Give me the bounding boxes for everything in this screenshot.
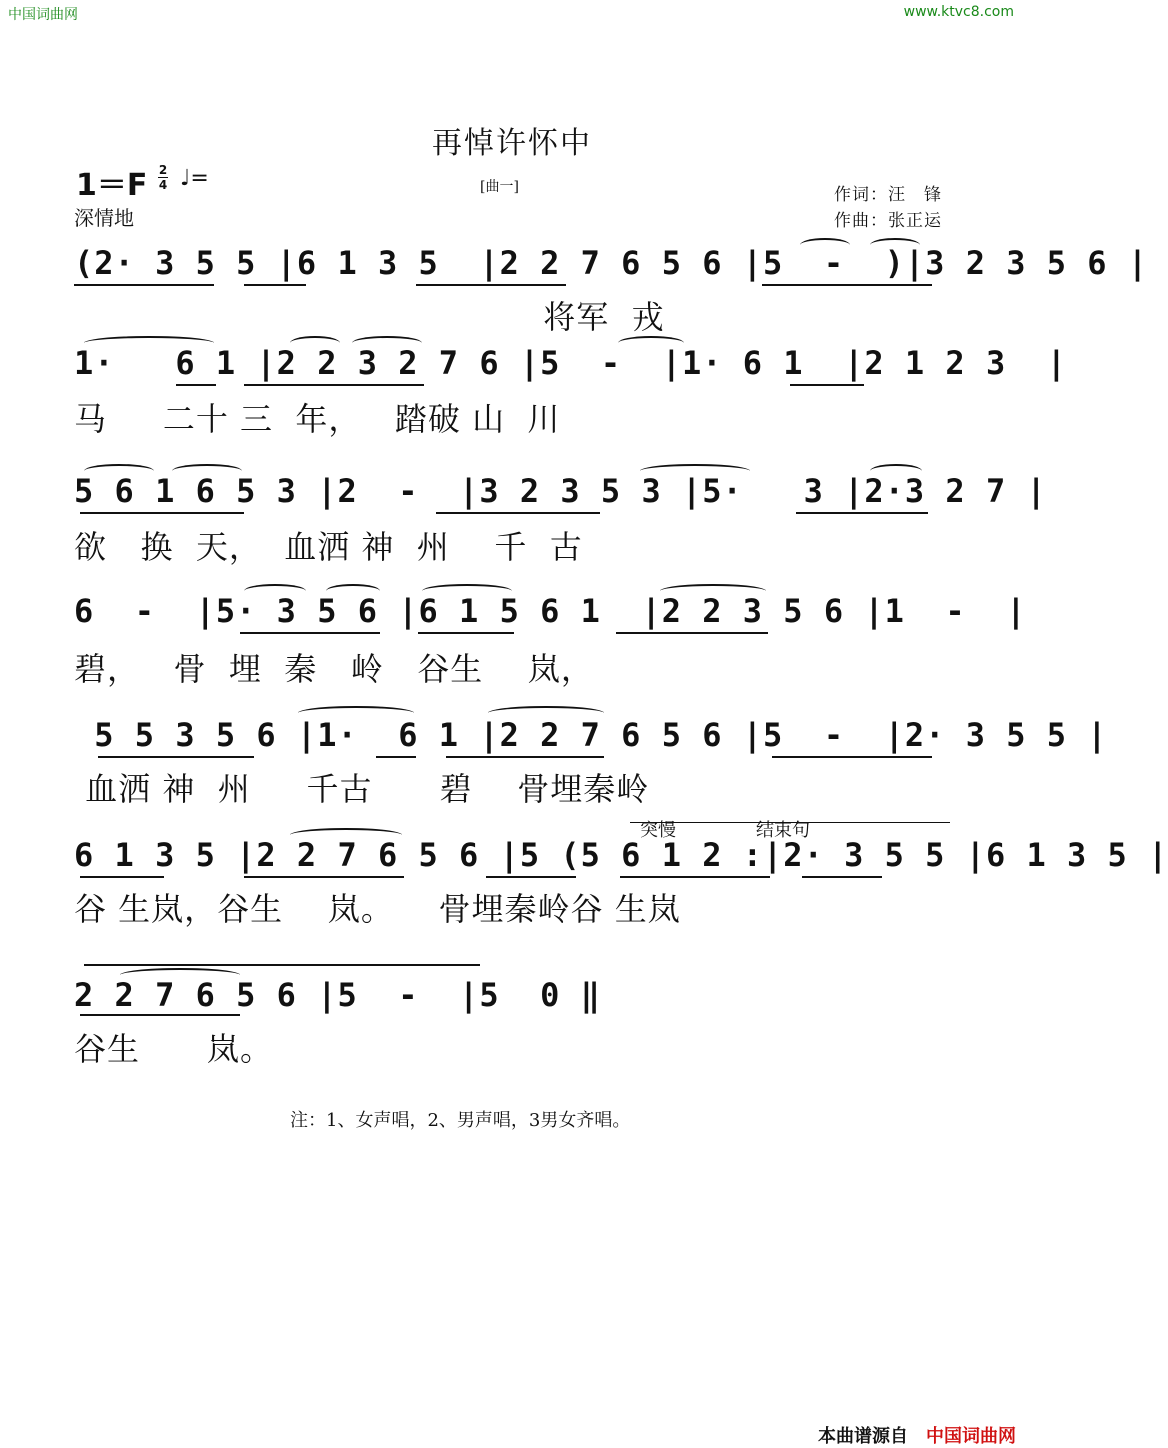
watermark-right: www.ktvc8.com xyxy=(903,4,1014,20)
time-signature xyxy=(158,164,168,191)
slur-arc xyxy=(422,584,512,598)
tie-line xyxy=(84,964,480,966)
slur-arc xyxy=(290,336,340,350)
slur-arc xyxy=(298,706,414,720)
section-label: [曲一] xyxy=(480,179,519,195)
slur-arc xyxy=(660,584,766,598)
slur-arc xyxy=(870,238,920,252)
notation-row-5: 5 5 3 5 6 |1· 6 1 |2 2 7 6 5 6 |5 - |2· 3 5 5 | xyxy=(74,716,1108,754)
slur-arc xyxy=(290,828,402,842)
time-signature-top: 2 xyxy=(158,163,168,177)
beam-line xyxy=(244,284,306,286)
time-signature-bottom: 4 xyxy=(158,178,168,192)
lyric-row-4: 碧， 骨 埋 秦 岭 谷生 岚， xyxy=(74,650,594,688)
footer-source-label: 本曲谱源自 xyxy=(818,1426,908,1447)
lyric-row-7: 谷生 岚。 xyxy=(74,1030,274,1068)
composer-credit: 作曲：张正运 xyxy=(834,211,942,231)
beam-line xyxy=(80,512,244,514)
beam-line xyxy=(98,756,254,758)
notation-row-2: 1· 6 1 |2 2 3 2 7 6 |5 - |1· 6 1 |2 1 2 3 | xyxy=(74,344,1068,382)
beam-line xyxy=(790,384,864,386)
beam-line xyxy=(418,632,514,634)
marking-slow-down: 突慢 xyxy=(640,820,676,841)
beam-line xyxy=(176,384,216,386)
beam-line xyxy=(244,384,424,386)
beam-line xyxy=(376,756,416,758)
footnote: 注：1、女声唱，2、男声唱，3男女齐唱。 xyxy=(290,1110,631,1131)
notation-row-1: (2· 3 5 5 |6 1 3 5 |2 2 7 6 5 6 |5 - )|3 2 3 5 6 | xyxy=(74,244,1149,282)
beam-line xyxy=(616,632,768,634)
slur-arc xyxy=(618,336,684,350)
beam-line xyxy=(416,284,566,286)
slur-arc xyxy=(640,464,750,478)
beam-line xyxy=(240,632,380,634)
footer-source-site: 中国词曲网 xyxy=(926,1426,1016,1447)
slur-arc xyxy=(172,464,242,478)
slur-arc xyxy=(488,706,604,720)
notation-row-6: 6 1 3 5 |2 2 7 6 5 6 |5 (5 6 1 2 :|2· 3 5 5 |6 1 3 5 | xyxy=(74,836,1168,874)
watermark-left: 中国词曲网 xyxy=(8,7,78,23)
tempo-mark: ♩= xyxy=(180,166,209,191)
marking-ending: 结束句 xyxy=(756,820,810,841)
lyric-row-1: 将军 戎 xyxy=(74,298,665,336)
slur-arc xyxy=(244,584,306,598)
beam-line xyxy=(802,876,882,878)
slur-arc xyxy=(352,336,422,350)
notation-row-7: 2 2 7 6 5 6 |5 - |5 0 ‖ xyxy=(74,976,601,1014)
slur-arc xyxy=(800,238,850,252)
slur-arc xyxy=(326,584,380,598)
beam-line xyxy=(486,876,576,878)
slur-arc xyxy=(870,464,922,478)
beam-line xyxy=(74,284,214,286)
beam-line xyxy=(796,512,928,514)
beam-line xyxy=(436,512,600,514)
expression-mark: 深情地 xyxy=(74,206,134,230)
volta-line xyxy=(630,822,950,823)
lyric-row-5: 血洒 神 州 千古 碧 骨埋秦岭 xyxy=(74,770,650,808)
lyricist-credit: 作词：汪 锋 xyxy=(834,185,942,205)
notation-row-4: 6 - |5· 3 5 6 |6 1 5 6 1 |2 2 3 5 6 |1 - | xyxy=(74,592,1027,630)
lyric-row-6: 谷 生岚，谷生 岚。 骨埋秦岭谷 生岚 xyxy=(74,890,681,928)
beam-line xyxy=(772,756,932,758)
beam-line xyxy=(244,876,404,878)
beam-line xyxy=(80,1014,240,1016)
key-signature: 1＝F xyxy=(76,168,148,203)
slur-arc xyxy=(84,464,154,478)
slur-arc xyxy=(120,968,240,982)
beam-line xyxy=(80,876,164,878)
lyric-row-2: 马 二十 三 年， 踏破 山 川 xyxy=(74,400,561,438)
beam-line xyxy=(762,284,932,286)
beam-line xyxy=(446,756,604,758)
slur-arc xyxy=(84,336,214,350)
song-title: 再悼许怀中 xyxy=(432,126,592,161)
beam-line xyxy=(620,876,770,878)
notation-row-3: 5 6 1 6 5 3 |2 - |3 2 3 5 3 |5· 3 |2·3 2 7 | xyxy=(74,472,1047,510)
lyric-row-3: 欲 换 天， 血洒 神 州 千 古 xyxy=(74,528,583,566)
